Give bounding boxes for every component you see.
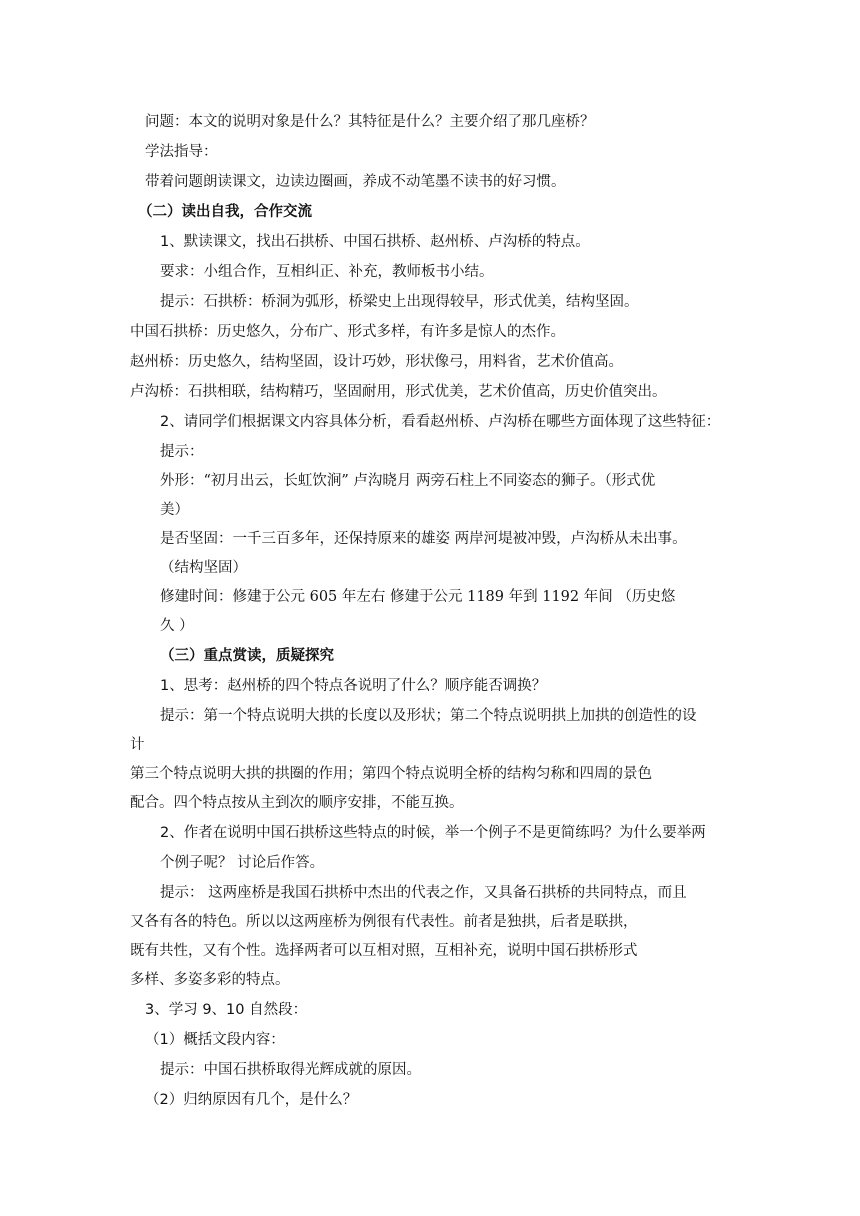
question-line: 问题：本文的说明对象是什么？其特征是什么？主要介绍了那几座桥？ [145, 114, 595, 130]
study-method-heading: 学法指导： [145, 144, 218, 160]
hint-build-time: 修建时间：修建于公元 605 年左右 修建于公元 1189 年到 1192 年间 （历史悠 [160, 589, 676, 605]
hint-lugou-bridge: 卢沟桥：石拱相联，结构精巧，坚固耐用，形式优美，艺术价值高，历史价值突出。 [130, 384, 667, 400]
hint-four-features-cont-3: 配合。四个特点按从主到次的顺序安排，不能互换。 [130, 795, 464, 811]
hint-label: 提示： [160, 444, 204, 460]
hint-four-features: 提示：第一个特点说明大拱的长度以及形状；第二个特点说明拱上加拱的创造性的设 [160, 708, 697, 724]
study-method-text: 带着问题朗读课文，边读边圈画，养成不动笔墨不读书的好习惯。 [145, 174, 566, 190]
question-2-cont: 个例子呢？ 讨论后作答。 [160, 855, 325, 871]
hint-sturdiness: 是否坚固：一千三百多年，还保持原来的雄姿 两岸河堤被冲毁，卢沟桥从未出事。 [160, 531, 687, 547]
section-heading-2: （二）读出自我，合作交流 [138, 204, 312, 220]
hint-two-bridges-cont-1: 又各有各的特色。所以以这两座桥为例很有代表性。前者是独拱，后者是联拱， [130, 914, 638, 930]
hint-appearance: 外形：“初月出云，长虹饮涧” 卢沟晓月 两旁石柱上不同姿态的狮子。（形式优 [160, 473, 656, 489]
task-3-sub-2: （2）归纳原因有几个，是什么？ [145, 1092, 358, 1108]
question-2: 2、作者在说明中国石拱桥这些特点的时候，举一个例子不是更简练吗？为什么要举两 [160, 825, 706, 841]
task-1: 1、默读课文，找出石拱桥、中国石拱桥、赵州桥、卢沟桥的特点。 [160, 234, 590, 250]
think-1: 1、思考：赵州桥的四个特点各说明了什么？顺序能否调换？ [160, 678, 547, 694]
hint-four-features-cont-2: 第三个特点说明大拱的拱圈的作用；第四个特点说明全桥的结构匀称和四周的景色 [130, 766, 652, 782]
task-2: 2、请同学们根据课文内容具体分析，看看赵州桥、卢沟桥在哪些方面体现了这些特征： [160, 414, 721, 430]
hint-reason: 提示：中国石拱桥取得光辉成就的原因。 [160, 1062, 421, 1078]
hint-stone-arch-bridge: 提示：石拱桥：桥洞为弧形，桥梁史上出现得较早，形式优美，结构坚固。 [160, 294, 639, 310]
hint-two-bridges: 提示： 这两座桥是我国石拱桥中杰出的代表之作，又具备石拱桥的共同特点，而且 [160, 885, 687, 901]
hint-appearance-end: 美） [160, 502, 189, 518]
hint-two-bridges-cont-2: 既有共性，又有个性。选择两者可以互相对照，互相补充，说明中国石拱桥形式 [130, 943, 638, 959]
hint-two-bridges-cont-3: 多样、多姿多彩的特点。 [130, 972, 290, 988]
hint-zhaozhou-bridge: 赵州桥：历史悠久，结构坚固，设计巧妙，形状像弓，用料省，艺术价值高。 [130, 354, 623, 370]
hint-chinese-stone-arch-bridge: 中国石拱桥：历史悠久，分布广、形式多样，有许多是惊人的杰作。 [130, 324, 565, 340]
task-3: 3、学习 9、10 自然段： [145, 1002, 308, 1018]
hint-sturdiness-end: （结构坚固） [160, 560, 247, 576]
section-heading-3: （三）重点赏读，质疑探究 [160, 648, 334, 664]
requirement: 要求：小组合作，互相纠正、补充，教师板书小结。 [160, 264, 494, 280]
hint-four-features-cont-1: 计 [130, 737, 145, 753]
hint-build-time-end: 久 ） [160, 618, 194, 634]
task-3-sub-1: （1）概括文段内容： [145, 1032, 285, 1048]
